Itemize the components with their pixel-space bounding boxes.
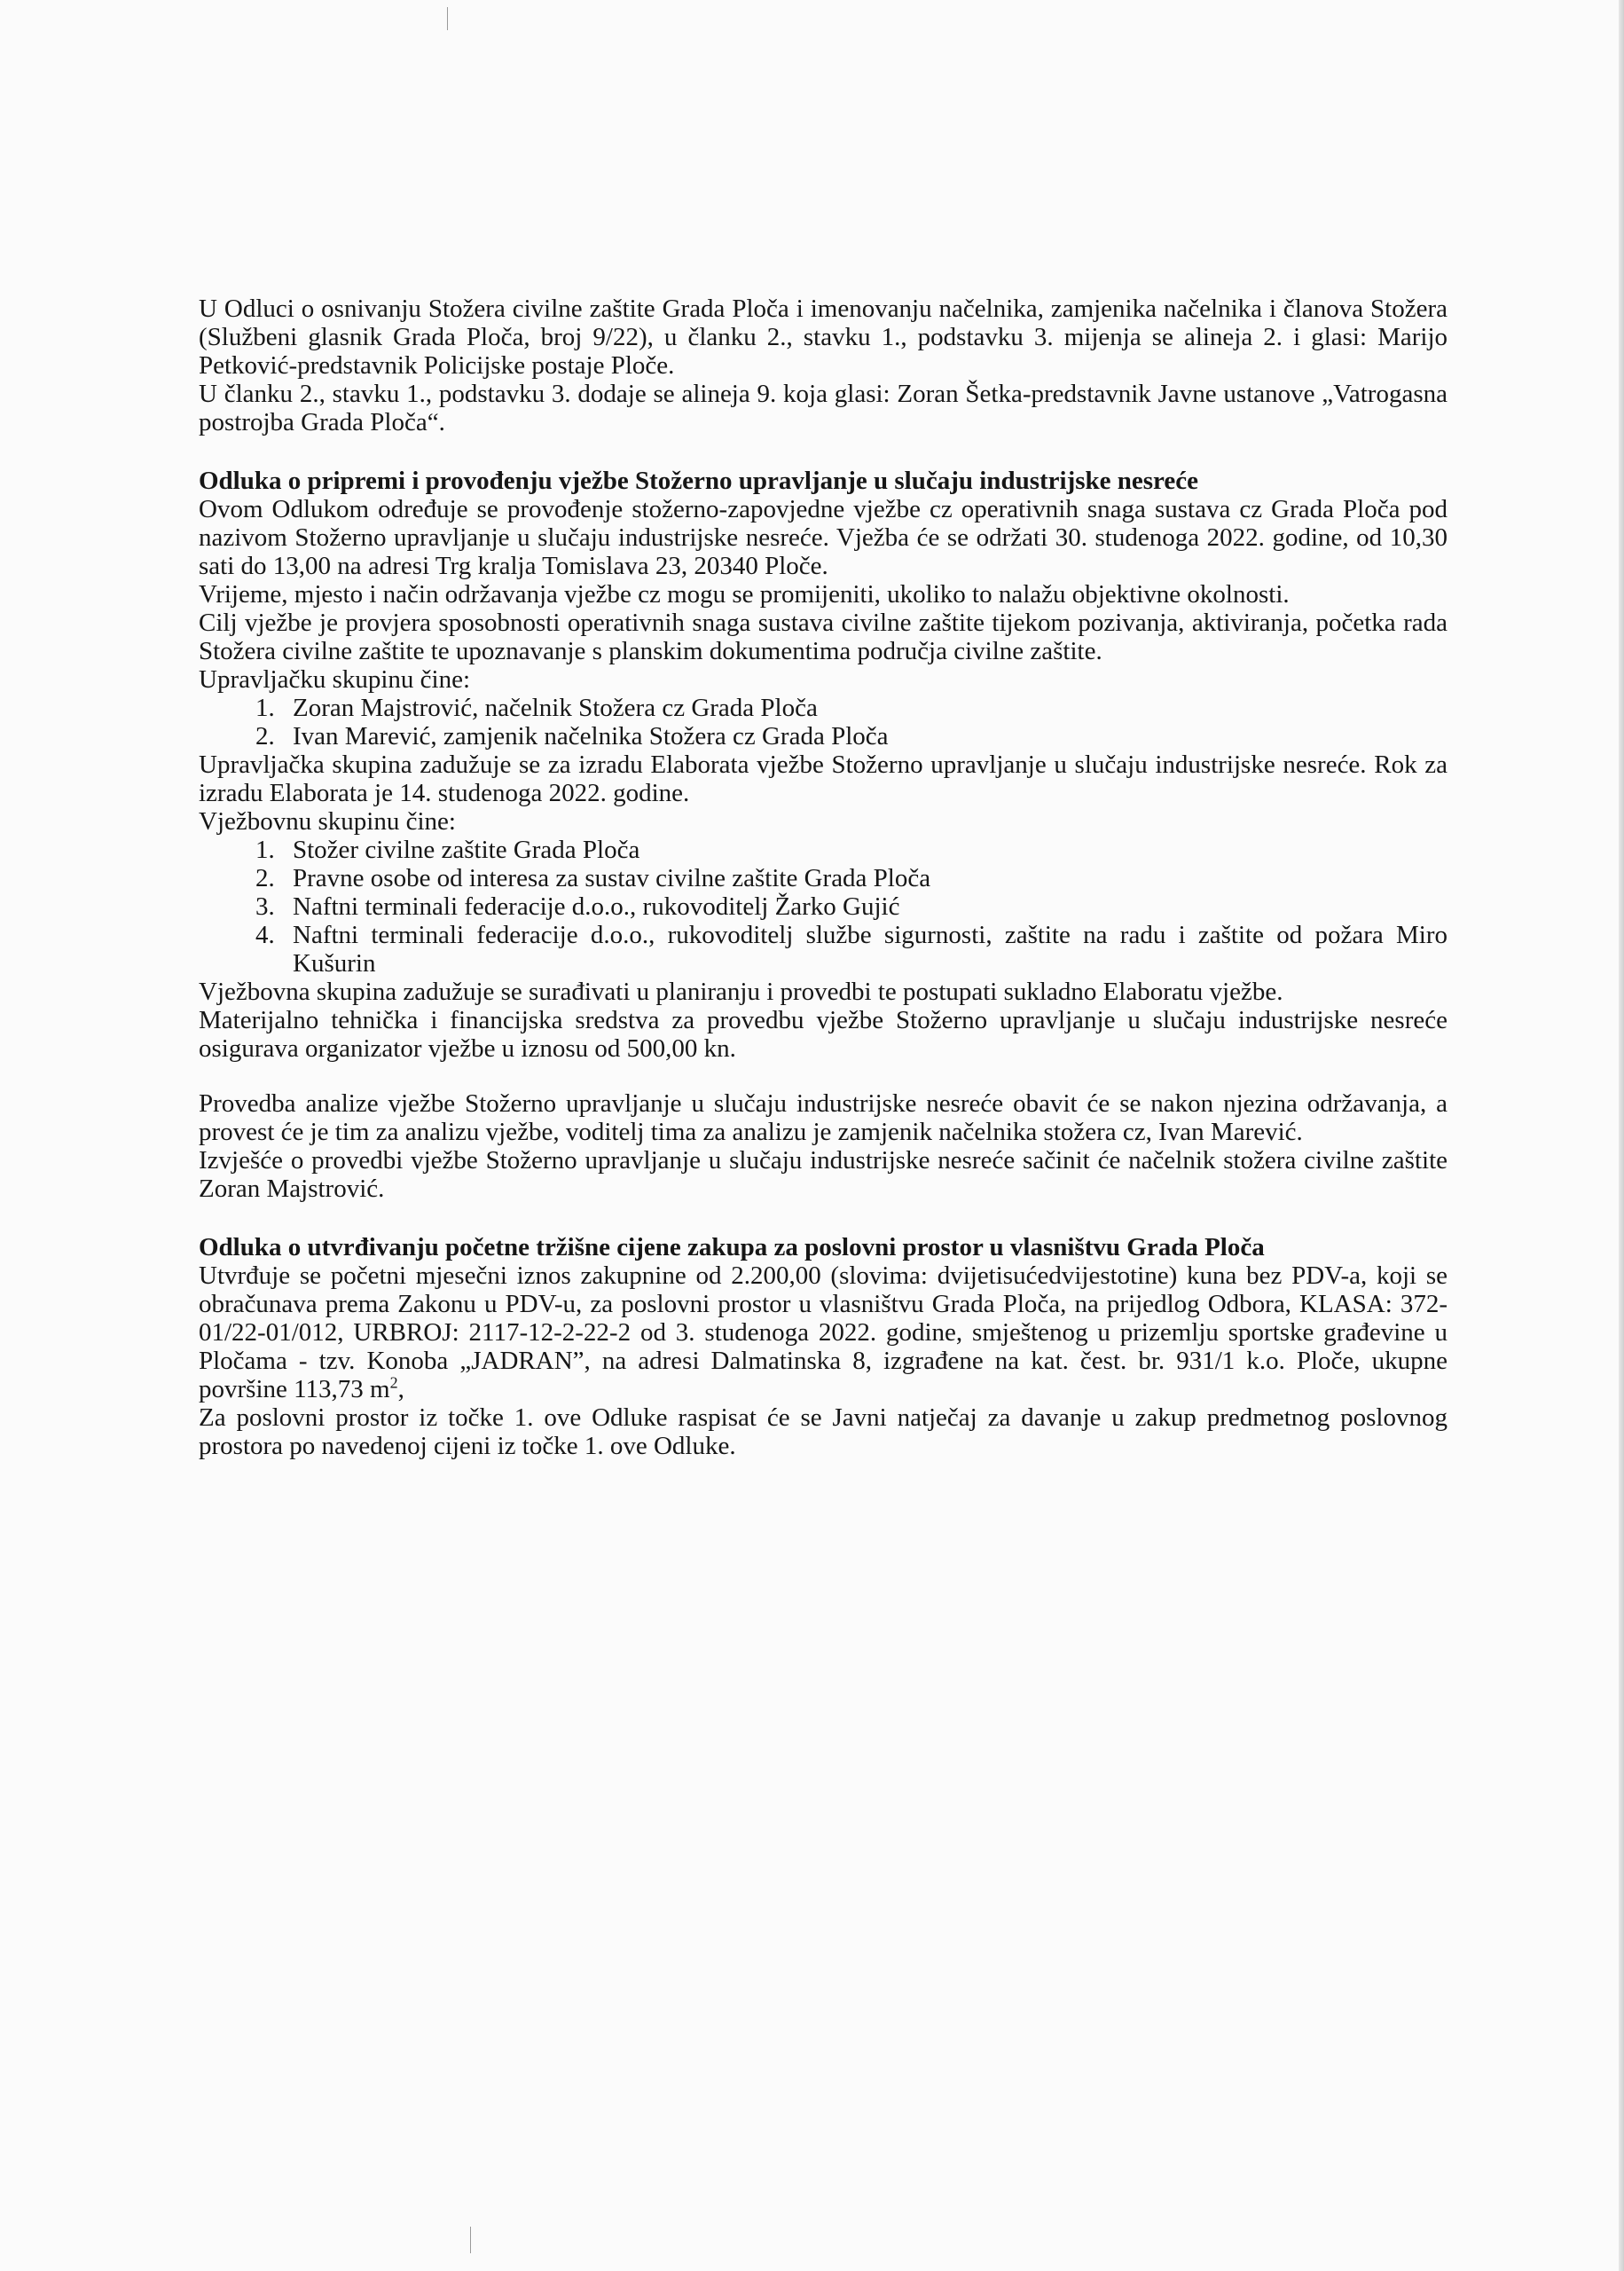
section2-paragraph: Za poslovni prostor iz točke 1. ove Odluke raspisat će se Javni natječaj za davanje u zakup predmetnog poslovnog prostora po navedenoj cijeni iz točke 1. ove Odluke.: [199, 1403, 1447, 1460]
section1-paragraph: Izvješće o provedbi vježbe Stožerno upravljanje u slučaju industrijske nesreće sačinit će načelnik stožera civilne zaštite Zoran Majstrović.: [199, 1146, 1447, 1203]
scan-mark: [470, 2227, 471, 2253]
section1-paragraph: Ovom Odlukom određuje se provođenje stožerno-zapovjedne vježbe cz operativnih snaga sustava cz Grada Ploča pod nazivom Stožerno upravljanje u slučaju industrijske nesreće. Vježba će se održati 30. studenoga 2022. godine, od 10,30 sati do 13,00 na adresi Trg kralja Tomislava 23, 20340 Ploče.: [199, 495, 1447, 580]
section2-heading: Odluka o utvrđivanju početne tržišne cijene zakupa za poslovni prostor u vlasništvu Grada Ploča: [199, 1233, 1265, 1261]
list-item: 1. Zoran Majstrović, načelnik Stožera cz Grada Ploča: [255, 694, 818, 722]
exercise-group-list: [199, 836, 1447, 978]
list-item: 1. Stožer civilne zaštite Grada Ploča: [255, 836, 640, 864]
section1-paragraph: Provedba analize vježbe Stožerno upravljanje u slučaju industrijske nesreće obavit će se nakon njezina održavanja, a provest će je tim za analizu vježbe, voditelj tima za analizu je zamjenik načelnika stožera cz, Ivan Marević.: [199, 1089, 1447, 1146]
list-item: 4. Naftni terminali federacije d.o.o., rukovoditelj službe sigurnosti, zaštite na radu i zaštite od požara Miro Kušurin: [255, 921, 1447, 978]
section2-paragraph: Utvrđuje se početni mjesečni iznos zakupnine od 2.200,00 (slovima: dvijetisućedvijestotine) kuna bez PDV-a, koji se obračunava prema Zakonu u PDV-u, za poslovni prostor u vlasništvu Grada Ploča, na prijedlog Odbora, KLASA: 372-01/22-01/012, URBROJ: 2117-12-2-22-2 od 3. studenoga 2022. godine, smještenog u prizemlju sportske građevine u Pločama - tzv. Konoba „JADRAN”, na adresi Dalmatinska 8, izgrađene na kat. čest. br. 931/1 k.o. Ploče, ukupne površine 113,73 $m^2$,: [199, 1261, 1447, 1403]
control-group-list: [199, 694, 1447, 750]
section1-paragraph: Vrijeme, mjesto i način održavanja vježbe cz mogu se promijeniti, ukoliko to nalažu objektivne okolnosti.: [199, 580, 1290, 609]
exercise-group-label: Vježbovnu skupinu čine:: [199, 807, 456, 836]
list-item: 2. Ivan Marević, zamjenik načelnika Stožera cz Grada Ploča: [255, 722, 889, 750]
scan-mark: [447, 7, 448, 30]
list-item: 3. Naftni terminali federacije d.o.o., rukovoditelj Žarko Gujić: [255, 892, 900, 921]
section1-heading: Odluka o pripremi i provođenju vježbe Stožerno upravljanje u slučaju industrijske nesreće: [199, 467, 1199, 495]
intro-paragraph-2: U članku 2., stavku 1., podstavku 3. dodaje se alineja 9. koja glasi: Zoran Šetka-predstavnik Javne ustanove „Vatrogasna postrojba Grada Ploča“.: [199, 380, 1447, 436]
intro-paragraph: U Odluci o osnivanju Stožera civilne zaštite Grada Ploča i imenovanju načelnika, zamjenika načelnika i članova Stožera (Službeni glasnik Grada Ploča, broj 9/22), u članku 2., stavku 1., podstavku 3. mijenja se alineja 2. i glasi: Marijo Petković-predstavnik Policijske postaje Ploče.: [199, 295, 1447, 380]
section1-paragraph: Cilj vježbe je provjera sposobnosti operativnih snaga sustava civilne zaštite tijekom pozivanja, aktiviranja, početka rada Stožera civilne zaštite te upoznavanje s planskim dokumentima područja civilne zaštite.: [199, 609, 1447, 665]
control-group-label: Upravljačku skupinu čine:: [199, 665, 471, 694]
document-body: [199, 295, 1447, 1460]
scan-edge: [1619, 0, 1624, 2271]
list-item: 2. Pravne osobe od interesa za sustav civilne zaštite Grada Ploča: [255, 864, 931, 892]
section1-paragraph: Upravljačka skupina zadužuje se za izradu Elaborata vježbe Stožerno upravljanje u slučaju industrijske nesreće. Rok za izradu Elaborata je 14. studenoga 2022. godine.: [199, 750, 1447, 807]
section1-paragraph: Vježbovna skupina zadužuje se surađivati u planiranju i provedbi te postupati sukladno Elaboratu vježbe.: [199, 978, 1283, 1006]
superscript: 2: [389, 1373, 398, 1392]
section1-paragraph: Materijalno tehnička i financijska sredstva za provedbu vježbe Stožerno upravljanje u slučaju industrijske nesreće osigurava organizator vježbe u iznosu od 500,00 kn.: [199, 1006, 1447, 1063]
